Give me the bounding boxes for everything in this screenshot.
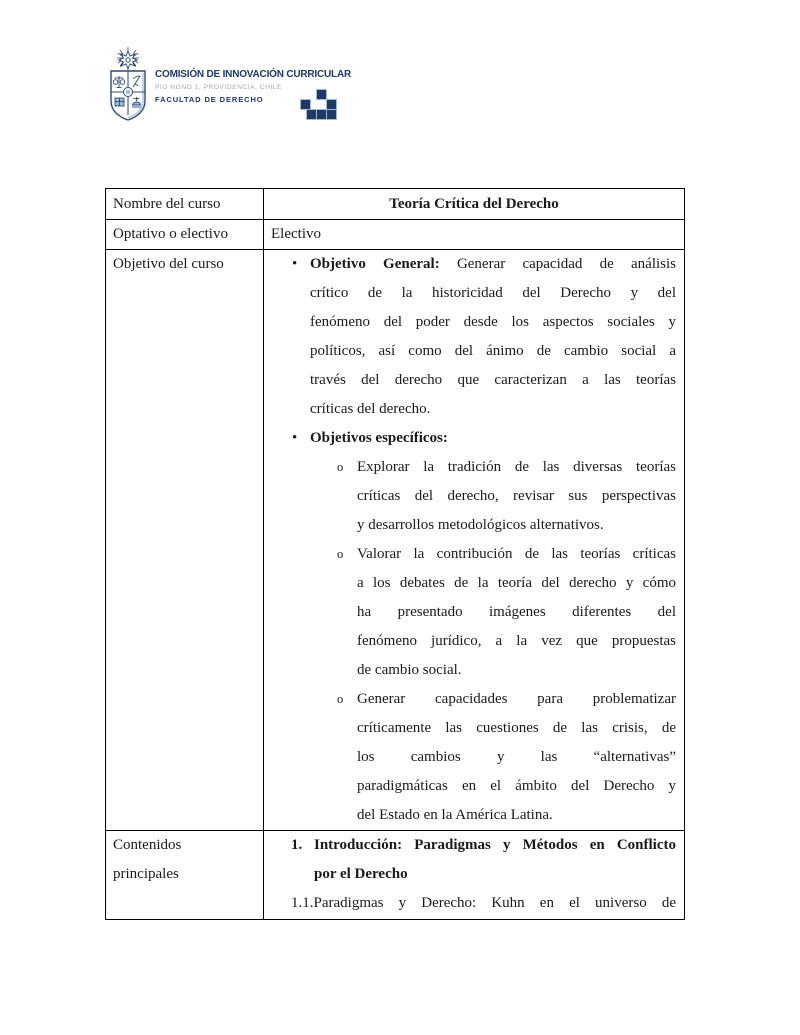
pixel-square: [307, 110, 316, 119]
text-line: través del derecho que caracterizan a las teorías: [310, 372, 676, 388]
bullet-marker: •: [292, 430, 298, 446]
table-row-optativo: [106, 219, 684, 249]
text-line: del Estado en la América Latina.: [357, 807, 553, 823]
text-line: fenómeno del poder desde los aspectos sociales y: [310, 314, 676, 330]
text-line: políticos, así como del ánimo de cambio social a: [310, 343, 676, 359]
sub-bullet-valorar: [264, 540, 676, 685]
text-line: por el Derecho: [314, 866, 408, 882]
table-row-contenidos: [106, 830, 684, 919]
text-line: [310, 250, 676, 279]
text-line: crítico de la historicidad del Derecho y del: [310, 285, 676, 301]
text-line: 1.1.Paradigmas y Derecho: Kuhn en el universo de: [291, 895, 676, 911]
text-line: críticamente las cuestiones de las crisis, de: [357, 720, 676, 736]
row-label-objetivo: Objetivo del curso: [113, 256, 224, 272]
text-line: críticas del derecho, revisar sus perspectivas: [357, 488, 676, 504]
text-line: Introducción: Paradigmas y Métodos en Conflicto: [314, 837, 676, 853]
pixel-square: [327, 100, 336, 109]
university-crest-icon: [104, 45, 152, 123]
pixel-square: [317, 90, 326, 99]
text-line: y desarrollos metodológicos alternativos.: [357, 517, 604, 533]
bullet-marker: •: [292, 256, 298, 272]
number-marker: 1.: [291, 837, 303, 853]
text-line: críticas del derecho.: [310, 401, 431, 417]
contenidos-content: [263, 831, 684, 919]
faculty-name: FACULTAD DE DERECHO: [155, 95, 264, 104]
text-line: ha presentado imágenes diferentes del: [357, 604, 676, 620]
text-line: Valorar la contribución de las teorías críticas: [357, 546, 676, 562]
row-label-contenidos: [106, 831, 263, 919]
table-row-nombre: [106, 189, 684, 219]
sub-bullet-explorar: [264, 453, 676, 540]
pixel-mosaic-decoration: [297, 90, 337, 120]
text-line: los cambios y las “alternativas”: [357, 749, 676, 765]
pixel-square: [301, 100, 310, 109]
objetivo-content: [263, 250, 684, 830]
text-line: Objetivos específicos:: [310, 430, 448, 446]
pixel-square: [327, 110, 336, 119]
course-table: [105, 188, 685, 920]
circle-marker: o: [337, 692, 344, 706]
bullet-item-objetivo-general: [264, 250, 676, 424]
text-line: fenómeno jurídico, a la vez que propuestas: [357, 633, 676, 649]
bold-run: Objetivo General:: [310, 256, 440, 272]
table-row-objetivo: [106, 249, 684, 830]
text-run: Generar capacidad de análisis: [456, 256, 677, 272]
text-line: paradigmáticas en el ámbito del Derecho y: [357, 778, 676, 794]
course-type-value: Electivo: [263, 220, 684, 249]
numbered-item-introduccion: [264, 831, 676, 889]
bullet-item-objetivos-especificos: [264, 424, 676, 453]
sub-bullet-generar: [264, 685, 676, 830]
org-address: PIO NONO 1, PROVIDENCIA, CHILE: [155, 84, 283, 91]
pixel-square: [317, 110, 326, 119]
text-line: Explorar la tradición de las diversas teorías: [357, 459, 676, 475]
label-line: Contenidos: [113, 837, 182, 853]
text-line: a los debates de la teoría del derecho y cómo: [357, 575, 676, 591]
row-label-optativo: Optativo o electivo: [113, 226, 228, 242]
text-line: de cambio social.: [357, 662, 462, 678]
org-name: COMISIÓN DE INNOVACIÓN CURRICULAR: [155, 69, 351, 80]
course-title: Teoría Crítica del Derecho: [263, 189, 684, 219]
circle-marker: o: [337, 460, 344, 474]
row-label-nombre: Nombre del curso: [113, 195, 221, 212]
circle-marker: o: [337, 547, 344, 561]
label-line: principales: [113, 866, 179, 882]
text-line: Generar capacidades para problematizar: [357, 691, 676, 707]
